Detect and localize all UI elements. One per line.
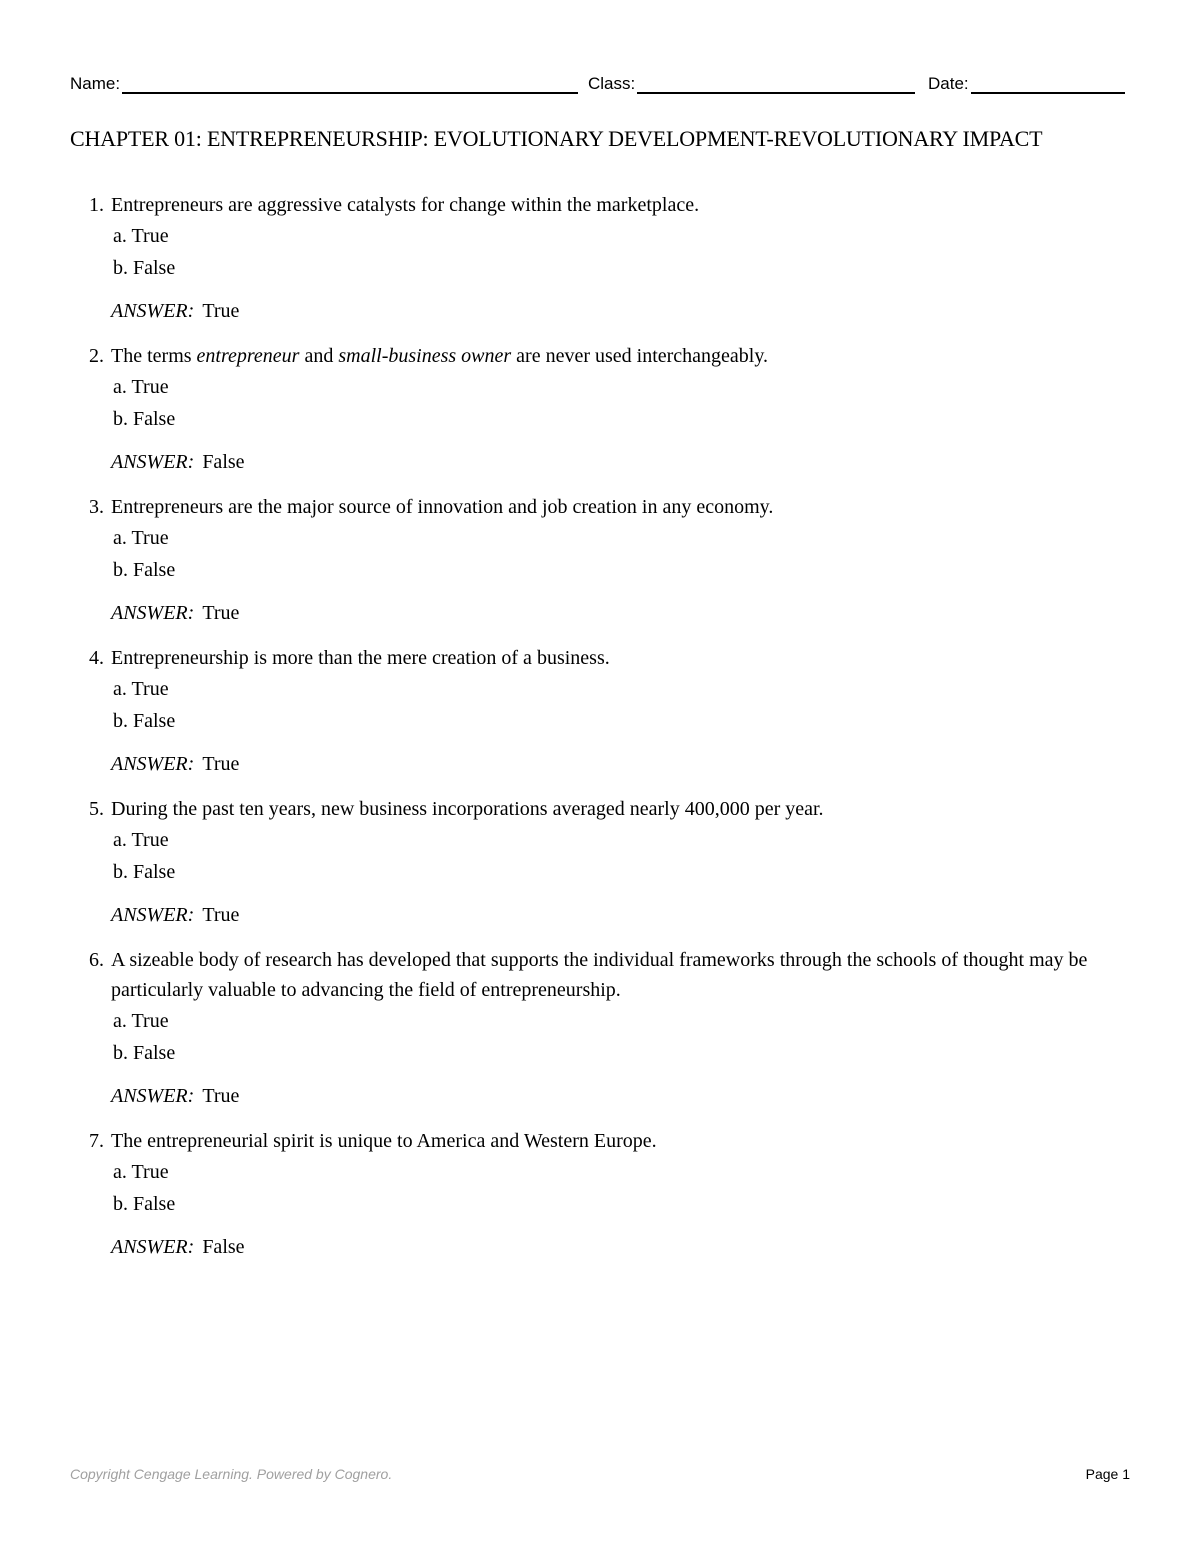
option-b: b. False [113,257,176,279]
class-line[interactable] [637,72,915,94]
chapter-title: CHAPTER 01: ENTREPRENEURSHIP: EVOLUTIONARY DEVELOPMENT-REVOLUTIONARY IMPACT [70,126,1043,151]
italic-term: small-business owner [338,345,512,367]
answer-value: True [202,753,240,775]
page-number: Page 1 [1085,1466,1130,1482]
question-3 [70,492,1130,628]
answer-value: False [202,1236,245,1258]
question-text: Entrepreneurship is more than the mere creation of a business. [111,647,610,669]
question-stem [70,492,1130,522]
answer-value: True [202,602,240,624]
question-4 [70,643,1130,779]
text-part: are never used interchangeably. [511,345,769,367]
option-b: b. False [113,710,176,732]
question-number: 3. [89,496,104,518]
answer-line [70,1081,1130,1111]
question-6 [70,945,1130,1111]
question-text: Entrepreneurs are aggressive catalysts for change within the marketplace. [111,194,700,216]
question-5 [70,794,1130,930]
answer-value: False [202,451,245,473]
answer-label: ANSWER: [111,451,195,473]
copyright-text: Copyright Cengage Learning. Powered by Cognero. [70,1466,393,1482]
question-number: 7. [89,1130,104,1152]
question-7 [70,1126,1130,1262]
answer-label: ANSWER: [111,753,195,775]
question-stem [70,190,1130,220]
option-a: a. True [113,829,169,851]
answer-line [70,900,1130,930]
date-field [928,72,1125,94]
option-b: b. False [113,559,176,581]
date-line[interactable] [971,72,1125,94]
option-a: a. True [113,376,169,398]
date-label: Date: [928,74,969,93]
question-number: 5. [89,798,104,820]
name-label: Name: [70,74,121,93]
question-number: 1. [89,194,104,216]
name-line[interactable] [122,72,578,94]
question-list [70,190,1130,1277]
answer-label: ANSWER: [111,904,195,926]
question-text: Entrepreneurs are the major source of innovation and job creation in any economy. [111,496,774,518]
page-footer [70,1466,1130,1486]
answer-label: ANSWER: [111,300,195,322]
answer-line [70,296,1130,326]
option-b: b. False [113,1042,176,1064]
question-stem [70,341,1130,371]
question-stem [70,643,1130,673]
option-a: a. True [113,527,169,549]
question-stem [70,794,1130,824]
answer-label: ANSWER: [111,1085,195,1107]
question-text [111,345,768,367]
answer-value: True [202,1085,240,1107]
option-a: a. True [113,1161,169,1183]
text-part: and [299,345,339,367]
question-number: 2. [89,345,104,367]
option-a: a. True [113,1010,169,1032]
text-part: The terms [111,345,197,367]
option-a: a. True [113,678,169,700]
option-a: a. True [113,225,169,247]
question-1 [70,190,1130,326]
italic-term: entrepreneur [196,345,300,367]
answer-line [70,1232,1130,1262]
answer-line [70,447,1130,477]
answer-label: ANSWER: [111,602,195,624]
question-stem [70,1126,1130,1156]
class-field [588,72,915,94]
question-number: 6. [89,949,104,971]
answer-label: ANSWER: [111,1236,195,1258]
option-b: b. False [113,408,176,430]
answer-value: True [202,904,240,926]
header-fields [70,72,1130,98]
question-stem [70,945,1130,1005]
question-text: The entrepreneurial spirit is unique to America and Western Europe. [111,1130,657,1152]
class-label: Class: [588,74,636,93]
answer-value: True [202,300,240,322]
question-2 [70,341,1130,477]
question-number: 4. [89,647,104,669]
answer-line [70,749,1130,779]
question-text: During the past ten years, new business incorporations averaged nearly 400,000 per year. [111,798,824,820]
name-field [70,72,578,94]
question-text: A sizeable body of research has developed that supports the individual frameworks through the schools of thought may be particularly valuable to advancing the field of entrepreneurship. [111,949,1088,1001]
option-b: b. False [113,861,176,883]
option-b: b. False [113,1193,176,1215]
answer-line [70,598,1130,628]
